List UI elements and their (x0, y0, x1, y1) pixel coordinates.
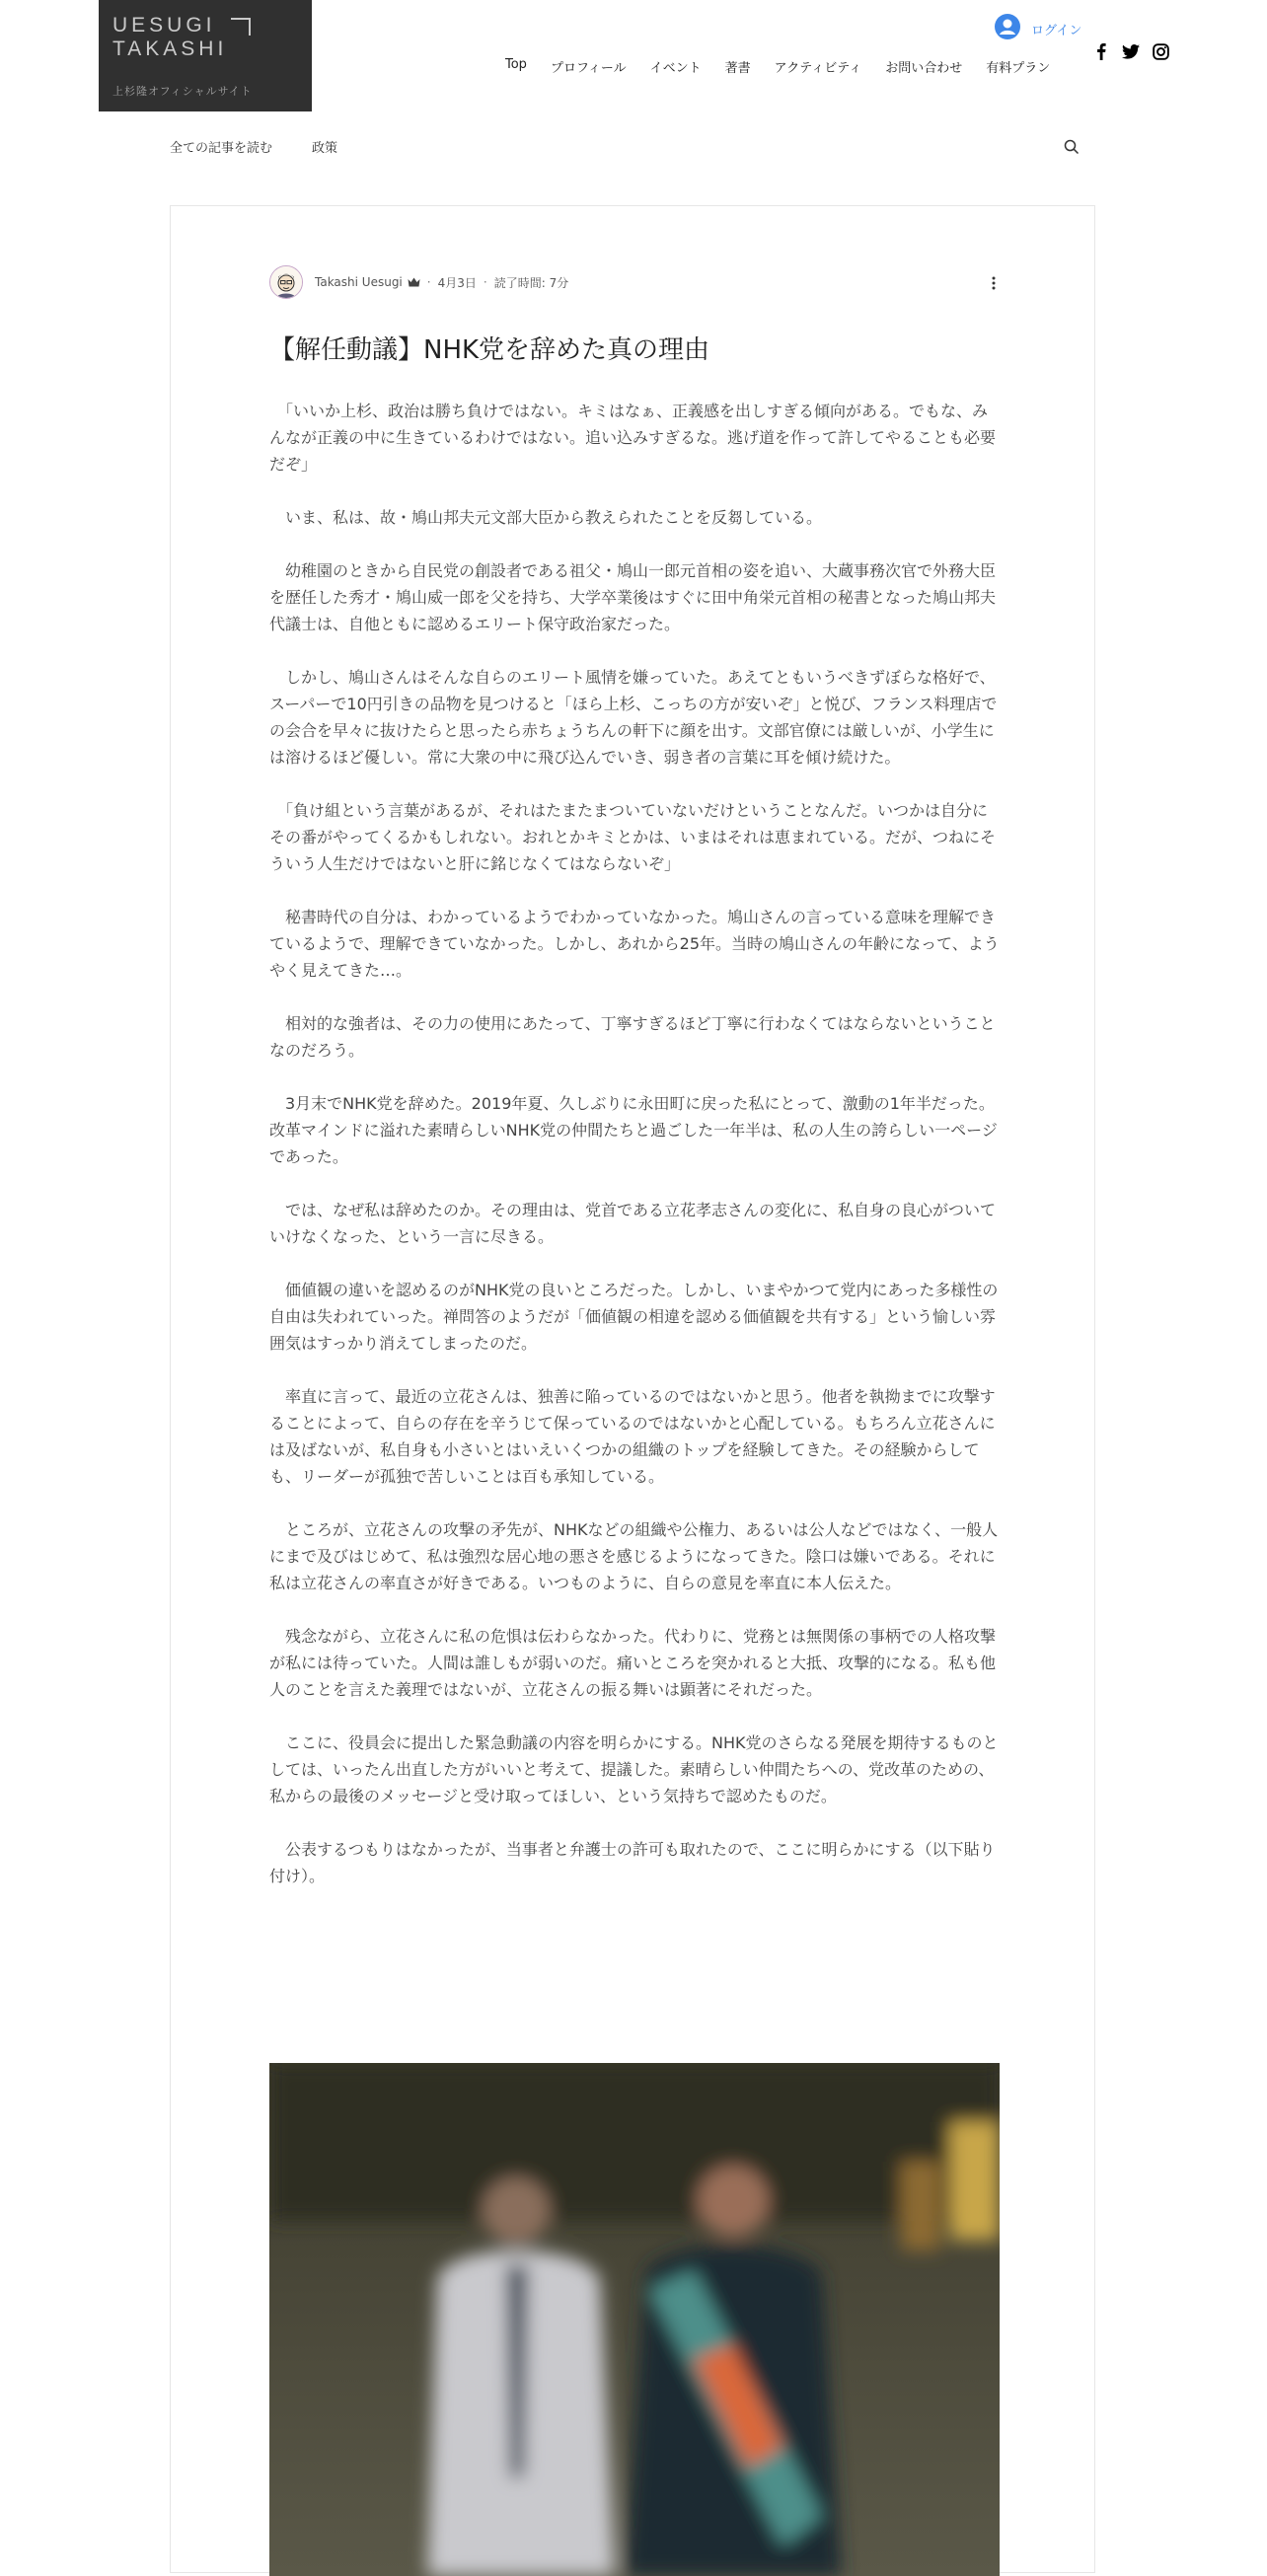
crown-icon (408, 277, 420, 287)
all-posts-link[interactable]: 全ての記事を読む (170, 141, 273, 156)
post-date: 4月3日 (437, 275, 477, 290)
logo-subtitle: 上杉隆オフィシャルサイト (112, 85, 253, 98)
twitter-icon[interactable] (1121, 41, 1141, 61)
nav-item-top[interactable]: Top (505, 57, 527, 72)
social-links (1091, 41, 1170, 61)
category-link-policy[interactable]: 政策 (312, 141, 338, 156)
post-paragraph: 幼稚園のときから自民党の創設者である祖父・鳩山一郎元首相の姿を追い、大蔵事務次官で外務大臣を歴任した秀才・鳩山威一郎を父を持ち、大学卒業後はすぐに田中角栄元首相の秘書となった鳩山邦夫代議士は、自他ともに認めるエリート保守政治家だった。 (269, 561, 997, 633)
user-avatar-icon (995, 14, 1020, 43)
post-meta (269, 265, 568, 299)
logo-bracket-mark (231, 18, 251, 36)
nav-item-events[interactable]: イベント (649, 61, 702, 76)
post-paragraph: 残念ながら、立花さんに私の危惧は伝わらなかった。代わりに、党務とは無関係の事柄での人格攻撃が私には待っていた。人間は誰しもが弱いのだ。痛いところを突かれると大抵、攻撃的になる。私も他人のことを言えた義理ではないが、立花さんの振る舞いは顕著にそれだった。 (269, 1627, 997, 1699)
post-paragraph: いま、私は、故・鳩山邦夫元文部大臣から教えられたことを反芻している。 (269, 508, 823, 527)
facebook-icon[interactable] (1091, 41, 1111, 61)
search-icon[interactable] (1064, 139, 1080, 159)
post-paragraph: しかし、鳩山さんはそんな自らのエリート風情を嫌っていた。あえてともいうべきずぼらな格好で、スーパーで10円引きの品物を見つけると「ほら上杉、こっちの方が安いぞ」と悦び、フランス料理店での会合を早々に抜けたらと思ったら赤ちょうちんの軒下に顔を出す。文部官僚には厳しいが、小学生には溶けるほど優しい。常に大衆の中に飛び込んでいき、弱き者の言葉に耳を傾け続けた。 (269, 668, 998, 767)
nav-item-profile[interactable]: プロフィール (550, 61, 627, 76)
login-label: ログイン (1031, 23, 1082, 38)
meta-separator-dot: · (483, 275, 487, 289)
post-paragraph: ここに、役員会に提出した緊急動議の内容を明らかにする。NHK党のさらなる発展を期待するものとしては、いったん出直した方がいいと考えて、提議した。素晴らしい仲間たちへの、党改革のための、私からの最後のメッセージと受け取ってほしい、という気持ちで認めたものだ。 (269, 1733, 999, 1805)
post-card (170, 205, 1095, 2573)
post-paragraph: ところが、立花さんの攻撃の矛先が、NHKなどの組織や公権力、あるいは公人などではなく、一般人にまで及びはじめて、私は強烈な居心地の悪さを感じるようになってきた。陰口は嫌いである。それに私は立花さんの率直さが好きである。いつものように、自らの意見を率直に本人伝えた。 (269, 1520, 999, 1592)
post-paragraph: 「負け組という言葉があるが、それはたまたまついていないだけということなんだ。いつかは自分にその番がやってくるかもしれない。おれとかキミとかは、いまはそれは恵まれている。だが、つねにそういう人生だけではないと肝に銘じなくてはならないぞ」 (269, 801, 997, 873)
post-paragraph: 「いいか上杉、政治は勝ち負けではない。キミはなぁ、正義感を出しすぎる傾向がある。でもな、みんなが正義の中に生きているわけではない。追い込みすぎるな。逃げ道を作って許してやることも必要だぞ」 (269, 402, 997, 474)
nav-item-contact[interactable]: お問い合わせ (885, 61, 963, 76)
blog-category-bar (170, 137, 1080, 156)
logo-line-1: UESUGI (112, 14, 216, 37)
post-paragraph: 秘書時代の自分は、わかっているようでわかっていなかった。鳩山さんの言っている意味を理解できているようで、理解できていなかった。しかし、あれから25年。当時の鳩山さんの年齢になって、ようやく見えてきた…。 (269, 908, 1000, 980)
post-paragraph: 相対的な強者は、その力の使用にあたって、丁寧すぎるほど丁寧に行わなくてはならないということなのだろう。 (269, 1014, 996, 1060)
post-paragraph: 価値観の違いを認めるのがNHK党の良いところだった。しかし、いまやかつて党内にあった多様性の自由は失われていった。禅問答のようだが「価値観の相違を認める価値観を共有する」という愉しい雰囲気はすっかり消えてしまったのだ。 (269, 1281, 999, 1353)
nav-item-paid-plan[interactable]: 有料プラン (986, 61, 1051, 76)
nav-item-books[interactable]: 著書 (724, 61, 751, 76)
post-body (269, 398, 1000, 1916)
instagram-icon[interactable] (1151, 41, 1170, 61)
read-time: 読了時間: 7分 (493, 275, 569, 290)
meta-separator-dot: · (426, 275, 431, 289)
main-nav (493, 57, 1062, 76)
post-paragraph: 公表するつもりはなかったが、当事者と弁護士の許可も取れたので、ここに明らかにする（以下貼り付け）。 (269, 1840, 996, 1885)
nav-item-activity[interactable]: アクティビティ (774, 61, 862, 76)
post-paragraph: 3月末でNHK党を辞めた。2019年夏、久しぶりに永田町に戻った私にとって、激動の1年半だった。改革マインドに溢れた素晴らしいNHK党の仲間たちと過ごした一年半は、私の人生の誇らしい一ページであった。 (269, 1094, 998, 1166)
post-paragraph: 率直に言って、最近の立花さんは、独善に陥っているのではないかと思う。他者を執拗までに攻撃することによって、自らの存在を辛うじて保っているのではないかと心配している。もちろん立花さんには及ばないが、私自身も小さいとはいえいくつかの組織のトップを経験してきた。その経験からしても、リーダーが孤独で苦しいことは百も承知している。 (269, 1387, 996, 1486)
post-title: 【解任動議】NHK党を辞めた真の理由 (269, 335, 710, 365)
logo-line-2: TAKASHI (112, 37, 228, 60)
post-paragraph: では、なぜ私は辞めたのか。その理由は、党首である立花孝志さんの変化に、私自身の良心がついていけなくなった、という一言に尽きる。 (269, 1201, 997, 1246)
login-button[interactable] (995, 14, 1081, 43)
more-options-icon[interactable] (992, 275, 996, 294)
post-photo[interactable] (269, 2063, 1000, 2576)
author-name[interactable]: Takashi Uesugi (315, 275, 403, 289)
site-logo[interactable] (99, 0, 312, 111)
author-avatar[interactable] (269, 265, 303, 299)
